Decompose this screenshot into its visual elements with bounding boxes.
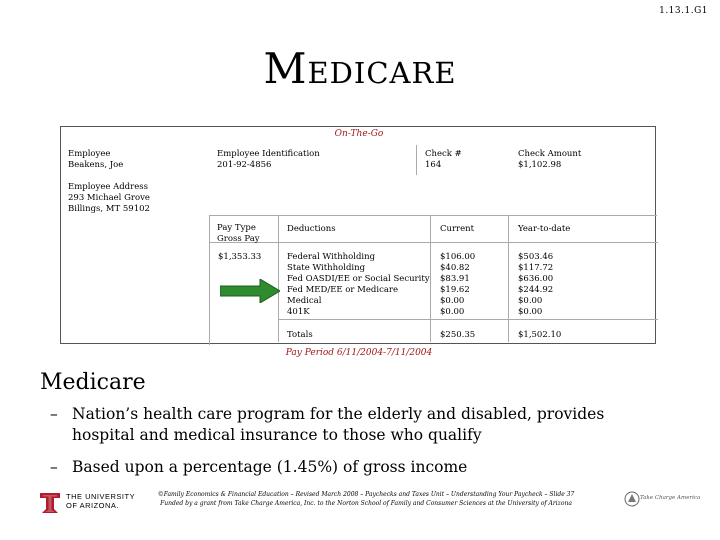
bullet-text: Based upon a percentage (1.45%) of gross income (72, 458, 468, 476)
check-number-block (425, 149, 462, 171)
slide-title: Medicare (263, 44, 457, 93)
deduction-names (287, 252, 430, 318)
university-line1: THE UNIVERSITY (66, 492, 136, 501)
green-arrow-icon (220, 279, 280, 303)
deductions-header: Deductions (287, 224, 336, 234)
employee-address-label: Employee Address (68, 182, 148, 192)
gross-pay-label: Gross Pay (217, 234, 260, 244)
divider (508, 216, 509, 342)
gross-pay-value: $1,353.33 (218, 252, 262, 262)
deduction-name: State Withholding (287, 263, 366, 273)
totals-current: $250.35 (440, 330, 476, 340)
totals-label: Totals (287, 330, 313, 340)
employee-id-block (217, 149, 320, 171)
employee-id-value: 201-92-4856 (217, 160, 272, 170)
footer-credit (128, 491, 604, 508)
deduction-ytd-values (518, 252, 553, 318)
employee-address-block (68, 182, 150, 215)
pay-type-label: Pay Type (217, 223, 256, 233)
deduction-current: $40.82 (440, 263, 470, 273)
take-charge-america-logo-icon (624, 490, 640, 508)
divider (278, 319, 658, 320)
paycheck-stub (60, 126, 656, 358)
bullet-marker: – (50, 458, 58, 476)
check-amount-block (518, 149, 581, 171)
deduction-current: $19.62 (440, 285, 470, 295)
divider (416, 145, 417, 175)
deduction-ytd: $503.46 (518, 252, 554, 262)
deduction-ytd: $244.92 (518, 285, 554, 295)
ytd-header: Year-to-date (518, 224, 571, 234)
university-name (66, 492, 135, 510)
employee-id-label: Employee Identification (217, 149, 320, 159)
pay-period: Pay Period 6/11/2004-7/11/2004 (285, 348, 433, 358)
deduction-name: 401K (287, 307, 310, 317)
divider (430, 216, 431, 342)
bullet-text: Nation’s health care program for the elderly and disabled, provides hospital and medical insurance to those who qualify (72, 405, 605, 444)
divider (210, 242, 658, 243)
deduction-ytd: $0.00 (518, 307, 543, 317)
deduction-ytd: $117.72 (518, 263, 554, 273)
deduction-current: $106.00 (440, 252, 476, 262)
footer-line2: Funded by a grant from Take Charge America, Inc. to the Norton School of Family and Consumer Sciences at the University of Arizona (160, 499, 572, 507)
check-amount-value: $1,102.98 (518, 160, 562, 170)
employee-name: Beakens, Joe (68, 160, 124, 170)
bullet-item (50, 457, 670, 478)
section-heading: Medicare (40, 370, 146, 395)
deduction-current: $83.91 (440, 274, 470, 284)
take-charge-america-name: Take Charge America (640, 495, 701, 501)
check-amount-label: Check Amount (518, 149, 582, 159)
slide-number: 1.13.1.G1 (659, 6, 708, 16)
deduction-name: Medical (287, 296, 322, 306)
deduction-name: Fed MED/EE or Medicare (287, 285, 399, 295)
pay-type-header (217, 223, 260, 245)
deduction-current: $0.00 (440, 307, 465, 317)
deduction-current: $0.00 (440, 296, 465, 306)
deduction-name: Fed OASDI/EE or Social Security (287, 274, 430, 284)
employee-label: Employee (68, 149, 111, 159)
bullet-marker: – (50, 405, 58, 423)
footer-line1: ©Family Economics & Financial Education – Revised March 2008 – Paychecks and Taxes Unit – Understanding Your Paycheck – Slide 37 (157, 491, 575, 498)
check-number-value: 164 (425, 160, 442, 170)
check-number-label: Check # (425, 149, 462, 159)
bullet-item (50, 404, 670, 446)
deduction-name: Federal Withholding (287, 252, 376, 262)
current-header: Current (440, 224, 475, 234)
company-name: On-The-Go (334, 129, 384, 139)
employee-address-line1: 293 Michael Grove (68, 193, 150, 203)
totals-ytd: $1,502.10 (518, 330, 562, 340)
deduction-current-values (440, 252, 475, 318)
university-logo-icon (38, 491, 62, 515)
university-line2: OF ARIZONA. (66, 501, 120, 510)
deduction-ytd: $636.00 (518, 274, 554, 284)
deduction-ytd: $0.00 (518, 296, 543, 306)
employee-address-line2: Billings, MT 59102 (68, 204, 150, 214)
employee-block (68, 149, 123, 171)
